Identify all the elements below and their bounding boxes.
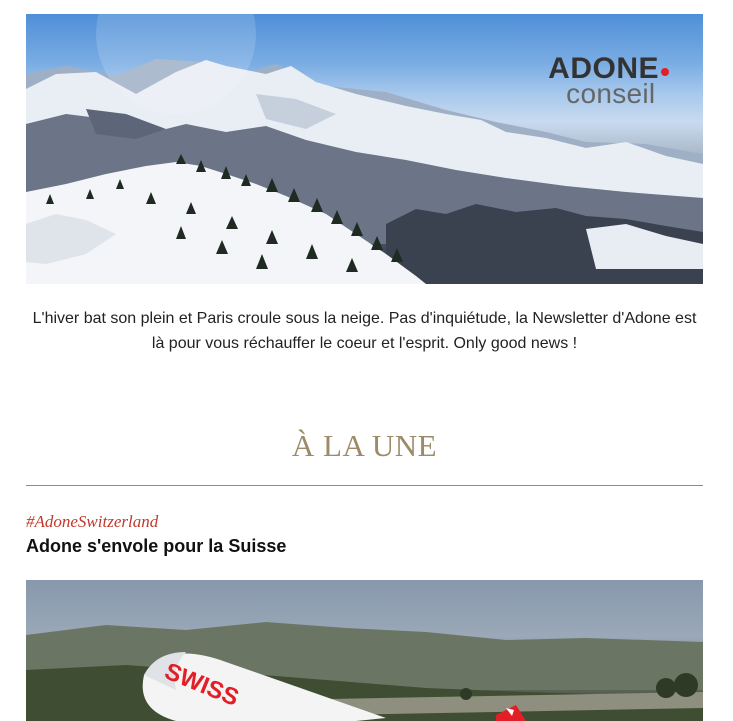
airplane-illustration (26, 580, 703, 721)
article-hashtag[interactable]: #AdoneSwitzerland (26, 512, 159, 531)
hero-image (26, 14, 703, 284)
intro-text: L'hiver bat son plein et Paris croule sous la neige. Pas d'inquiétude, la Newsletter d'Adone est là pour vous réchauffer le coeur et l'esprit. Only good news ! (32, 310, 697, 352)
section-title: À LA UNE (291, 428, 438, 463)
adone-logo (548, 54, 669, 108)
logo-dot (661, 68, 669, 76)
plane-livery-text: SWISS (160, 657, 243, 712)
article-image[interactable] (26, 580, 703, 721)
logo-top: ADONE (548, 54, 669, 84)
section-divider (26, 485, 703, 486)
article-title[interactable]: Adone s'envole pour la Suisse (26, 536, 287, 556)
logo-bottom: conseil (566, 78, 656, 109)
